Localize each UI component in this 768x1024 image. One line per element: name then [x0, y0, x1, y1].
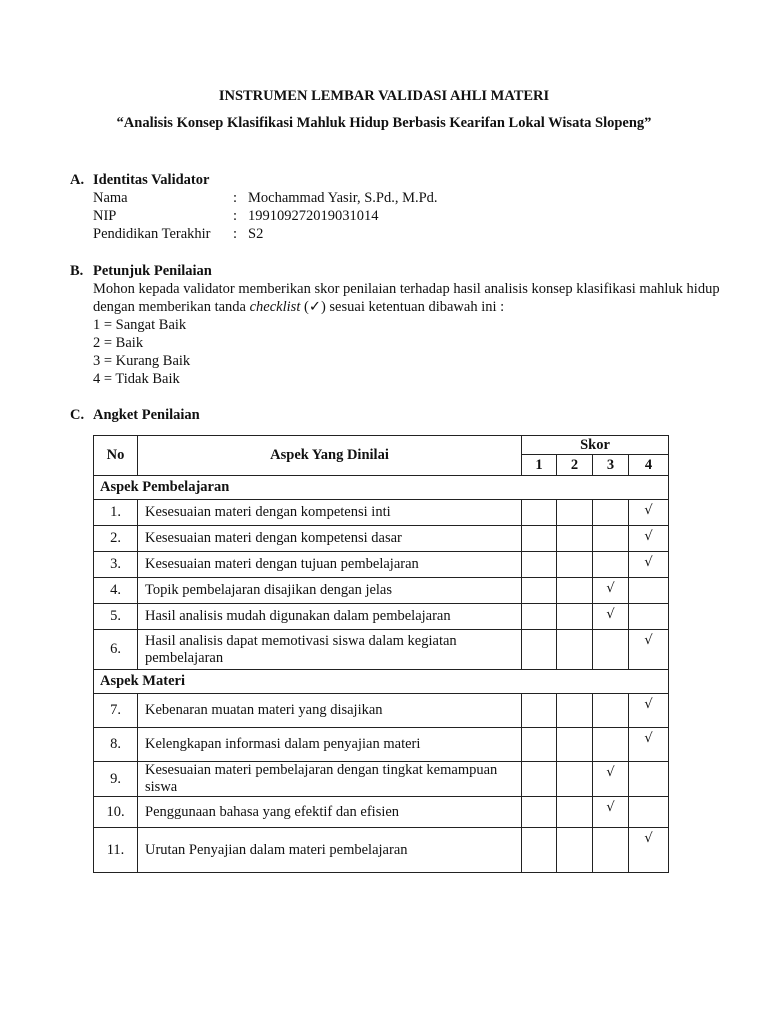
- score-cell-3[interactable]: [593, 828, 629, 873]
- field-colon: :: [233, 208, 238, 224]
- row-number: 8.: [94, 728, 138, 762]
- row-aspect: Kelengkapan informasi dalam penyajian materi: [138, 728, 522, 762]
- table-row: [94, 762, 669, 797]
- row-number: 4.: [94, 578, 138, 604]
- validator-field-row: [93, 189, 728, 207]
- check-mark-icon: √: [606, 581, 615, 596]
- header-no: No: [94, 436, 138, 476]
- group-title: Aspek Pembelajaran: [94, 476, 669, 500]
- scale-list: [70, 316, 728, 388]
- field-label: NIP: [93, 208, 117, 224]
- score-cell-4[interactable]: [629, 552, 669, 578]
- assessment-table: [93, 435, 669, 873]
- score-cell-2[interactable]: [557, 630, 593, 670]
- score-cell-2[interactable]: [557, 500, 593, 526]
- group-title: Aspek Materi: [94, 670, 669, 694]
- header-score-1: 1: [522, 455, 557, 476]
- table-row: [94, 694, 669, 728]
- instruction-text-part: (✓) sesuai ketentuan dibawah ini :: [300, 299, 505, 315]
- row-number: 2.: [94, 526, 138, 552]
- check-mark-icon: √: [644, 731, 653, 746]
- section-b-letter: B.: [70, 263, 84, 279]
- scale-item: 1 = Sangat Baik: [93, 317, 187, 333]
- score-cell-1[interactable]: [522, 500, 557, 526]
- score-cell-2[interactable]: [557, 552, 593, 578]
- section-c-letter: C.: [70, 407, 85, 423]
- table-row: [94, 604, 669, 630]
- section-angket-penilaian: [70, 406, 728, 424]
- row-aspect: Kesesuaian materi dengan kompetensi inti: [138, 500, 522, 526]
- document-title: INSTRUMEN LEMBAR VALIDASI AHLI MATERI: [218, 88, 550, 104]
- score-cell-2[interactable]: [557, 728, 593, 762]
- score-cell-1[interactable]: [522, 630, 557, 670]
- field-colon: :: [233, 190, 238, 206]
- score-cell-1[interactable]: [522, 694, 557, 728]
- document-subtitle: “Analisis Konsep Klasifikasi Mahluk Hidup Berbasis Kearifan Lokal Wisata Slopeng”: [116, 115, 652, 131]
- check-mark-icon: √: [644, 697, 653, 712]
- score-cell-2[interactable]: [557, 526, 593, 552]
- instruction-text-italic: checklist: [249, 299, 301, 315]
- validator-field-row: [93, 225, 728, 243]
- row-number: 11.: [94, 828, 138, 873]
- validator-fields: [70, 189, 728, 243]
- row-aspect: Kesesuaian materi dengan kompetensi dasar: [138, 526, 522, 552]
- table-row: [94, 630, 669, 670]
- score-cell-1[interactable]: [522, 526, 557, 552]
- score-cell-3[interactable]: [593, 728, 629, 762]
- table-row: [94, 728, 669, 762]
- section-b-heading: [70, 262, 728, 280]
- score-cell-4[interactable]: [629, 694, 669, 728]
- table-row: [94, 578, 669, 604]
- row-aspect: Penggunaan bahasa yang efektif dan efisien: [138, 797, 522, 828]
- check-mark-icon: √: [606, 607, 615, 622]
- check-mark-icon: √: [606, 765, 615, 780]
- row-aspect: Kebenaran muatan materi yang disajikan: [138, 694, 522, 728]
- row-aspect: Kesesuaian materi dengan tujuan pembelajaran: [138, 552, 522, 578]
- row-aspect: Hasil analisis mudah digunakan dalam pembelajaran: [138, 604, 522, 630]
- score-cell-3[interactable]: [593, 578, 629, 604]
- instruction-text: [70, 280, 728, 316]
- section-a-letter: A.: [70, 172, 85, 188]
- score-cell-2[interactable]: [557, 604, 593, 630]
- score-cell-3[interactable]: [593, 526, 629, 552]
- row-number: 3.: [94, 552, 138, 578]
- score-cell-4[interactable]: [629, 828, 669, 873]
- group-row: [94, 476, 669, 500]
- section-petunjuk-penilaian: [70, 262, 728, 388]
- row-number: 9.: [94, 762, 138, 797]
- section-a-heading: [70, 171, 728, 189]
- check-mark-icon: √: [644, 831, 653, 846]
- section-b-title: Petunjuk Penilaian: [93, 263, 212, 279]
- score-cell-1[interactable]: [522, 828, 557, 873]
- score-cell-3[interactable]: [593, 604, 629, 630]
- score-cell-1[interactable]: [522, 762, 557, 797]
- score-cell-2[interactable]: [557, 762, 593, 797]
- check-mark-icon: √: [644, 503, 653, 518]
- header-aspect: Aspek Yang Dinilai: [138, 436, 522, 476]
- table-row: [94, 526, 669, 552]
- score-cell-4[interactable]: [629, 500, 669, 526]
- score-cell-1[interactable]: [522, 797, 557, 828]
- row-number: 6.: [94, 630, 138, 670]
- score-cell-4[interactable]: [629, 578, 669, 604]
- row-aspect: Topik pembelajaran disajikan dengan jelas: [138, 578, 522, 604]
- score-cell-4[interactable]: [629, 762, 669, 797]
- score-cell-2[interactable]: [557, 694, 593, 728]
- score-cell-3[interactable]: [593, 630, 629, 670]
- score-cell-1[interactable]: [522, 604, 557, 630]
- score-cell-4[interactable]: [629, 526, 669, 552]
- section-a-title: Identitas Validator: [93, 172, 210, 188]
- section-c-heading: [70, 406, 728, 424]
- score-cell-4[interactable]: [629, 797, 669, 828]
- field-value: S2: [248, 226, 264, 242]
- field-colon: :: [233, 226, 238, 242]
- score-cell-1[interactable]: [522, 728, 557, 762]
- score-cell-4[interactable]: [629, 630, 669, 670]
- score-cell-2[interactable]: [557, 578, 593, 604]
- scale-item: 2 = Baik: [93, 335, 144, 351]
- header-score-2: 2: [557, 455, 593, 476]
- check-mark-icon: √: [644, 633, 653, 648]
- table-row: [94, 828, 669, 873]
- header-score: Skor: [522, 436, 669, 455]
- check-mark-icon: √: [606, 800, 615, 815]
- header-score-3: 3: [593, 455, 629, 476]
- field-label: Pendidikan Terakhir: [93, 226, 211, 242]
- scale-item: 3 = Kurang Baik: [93, 353, 191, 369]
- score-cell-4[interactable]: [629, 604, 669, 630]
- score-cell-2[interactable]: [557, 828, 593, 873]
- score-cell-2[interactable]: [557, 797, 593, 828]
- instruction-text-part: Mohon kepada validator memberikan skor penilaian terhadap hasil analisis konsep klasifikasi mahluk hidup dengan memberikan tanda: [93, 281, 720, 315]
- row-number: 5.: [94, 604, 138, 630]
- row-aspect: Kesesuaian materi pembelajaran dengan tingkat kemampuan siswa: [138, 762, 522, 797]
- table-row: [94, 500, 669, 526]
- row-number: 1.: [94, 500, 138, 526]
- assessment-table-body: [94, 476, 669, 873]
- table-row: [94, 552, 669, 578]
- group-row: [94, 670, 669, 694]
- section-c-title: Angket Penilaian: [93, 407, 200, 423]
- score-cell-1[interactable]: [522, 552, 557, 578]
- row-aspect: Urutan Penyajian dalam materi pembelajaran: [138, 828, 522, 873]
- table-row: [94, 797, 669, 828]
- row-number: 7.: [94, 694, 138, 728]
- row-aspect: Hasil analisis dapat memotivasi siswa dalam kegiatan pembelajaran: [138, 630, 522, 670]
- field-value: 199109272019031014: [248, 208, 379, 224]
- scale-item: 4 = Tidak Baik: [93, 371, 180, 387]
- field-label: Nama: [93, 190, 128, 206]
- score-cell-3[interactable]: [593, 552, 629, 578]
- header-score-4: 4: [629, 455, 669, 476]
- score-cell-1[interactable]: [522, 578, 557, 604]
- row-number: 10.: [94, 797, 138, 828]
- section-identitas-validator: [70, 171, 728, 243]
- score-cell-4[interactable]: [629, 728, 669, 762]
- check-mark-icon: √: [644, 555, 653, 570]
- validator-field-row: [93, 207, 728, 225]
- score-cell-3[interactable]: [593, 762, 629, 797]
- field-value: Mochammad Yasir, S.Pd., M.Pd.: [248, 190, 438, 206]
- check-mark-icon: √: [644, 529, 653, 544]
- score-cell-3[interactable]: [593, 797, 629, 828]
- score-cell-3[interactable]: [593, 500, 629, 526]
- score-cell-3[interactable]: [593, 694, 629, 728]
